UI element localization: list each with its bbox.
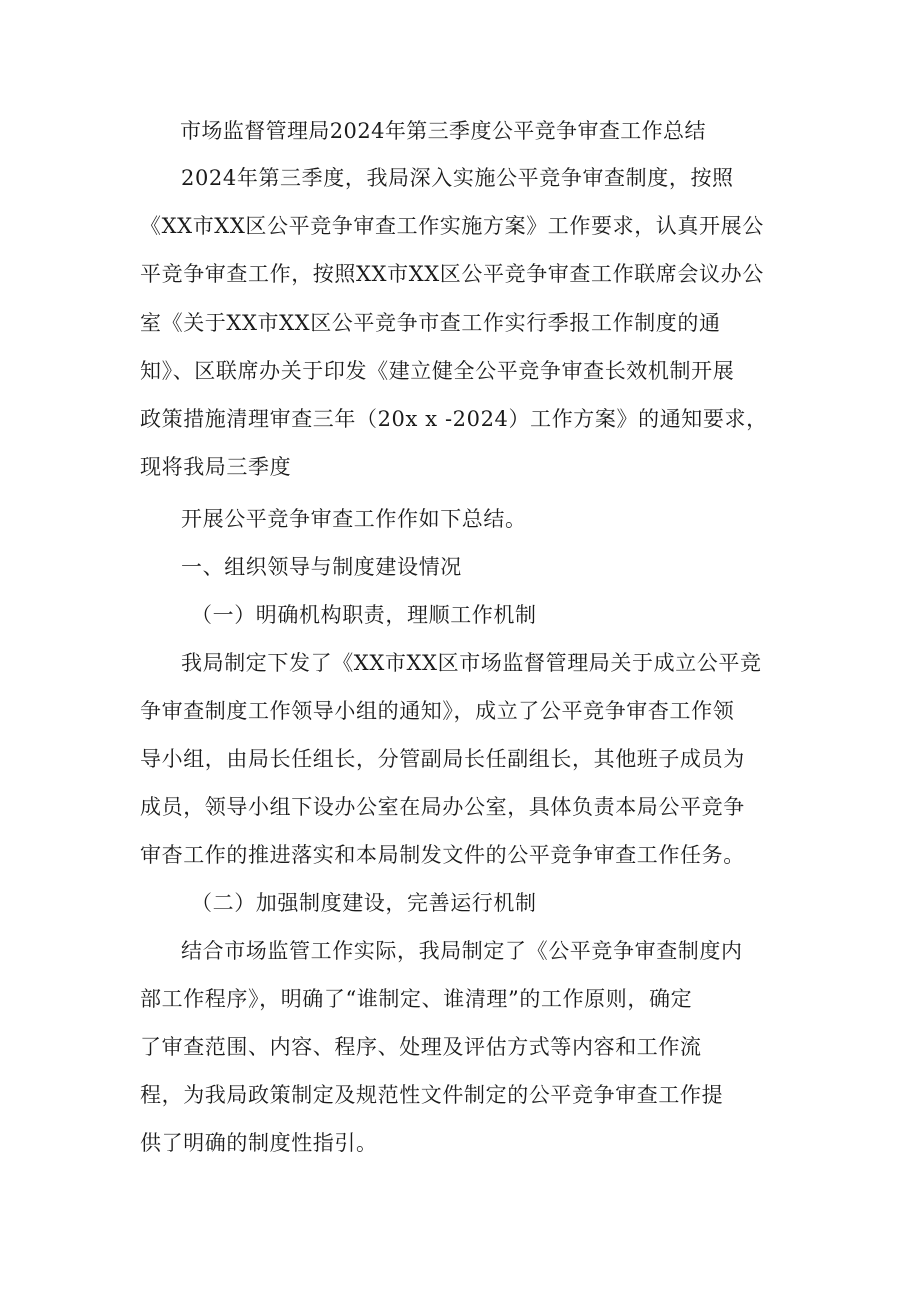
section-1-heading: 一、组织领导与制度建设情况	[181, 555, 462, 579]
subsection-1-line-3: 导小组，由局长任组长，分管副局长任副组长，其他班子成员为	[140, 747, 745, 771]
intro-line-5: 知》、区联席办关于印发《建立健全公平竞争审查长效机制开展	[140, 359, 735, 383]
intro-line-4: 室《关于XX市XX区公平竞争市查工作实行季报工作制度的通	[140, 311, 721, 335]
subsection-2-line-3: 了审查范围、内容、程序、处理及评估方式等内容和工作流	[140, 1035, 702, 1059]
subsection-2-line-2: 部工作程序》，明确了“谁制定、谁清理”的工作原则，确定	[140, 987, 693, 1011]
intro-continued: 开展公平竞争审查工作作如下总结。	[181, 507, 527, 531]
intro-line-3: 平竞争审查工作，按照XX市XX区公平竞争审查工作联席会议办公	[140, 262, 764, 286]
subsection-2-line-1: 结合市场监管工作实际，我局制定了《公平竞争审查制度内	[181, 939, 743, 963]
subsection-1-line-2: 争审查制度工作领导小组的通知》，成立了公平竞争审杳工作领	[140, 699, 735, 723]
subsection-1-line-5: 审杳工作的推进落实和本局制发文件的公平竞争审查工作任务。	[140, 843, 745, 867]
subsection-2-line-5: 供了明确的制度性指引。	[140, 1131, 378, 1155]
document-title: 市场监督管理局2024年第三季度公平竞争审查工作总结	[180, 119, 706, 143]
intro-line-1: 2024年第三季度，我局深入实施公平竞争审查制度，按照	[181, 166, 734, 190]
subsection-2-line-4: 程，为我局政策制定及规范性文件制定的公平竞争审查工作提	[140, 1083, 724, 1107]
subsection-2-heading: （二）加强制度建设，完善运行机制	[191, 891, 537, 915]
subsection-1-heading: （一）明确机构职责，理顺工作机制	[191, 603, 537, 627]
intro-line-7: 现将我局三季度	[140, 455, 292, 479]
intro-line-2: 《XX市XX区公平竞争审查工作实施方案》工作要求，认真开展公	[140, 214, 764, 238]
intro-line-6: 政策措施清理审查三年（20x x -2024）工作方案》的通知要求，	[140, 407, 768, 431]
subsection-1-line-4: 成员，领导小组下设办公室在局办公室，具体负责本局公平竞争	[140, 795, 745, 819]
subsection-1-line-1: 我局制定下发了《XX市XX区市场监督管理局关于成立公平竞	[181, 651, 762, 675]
